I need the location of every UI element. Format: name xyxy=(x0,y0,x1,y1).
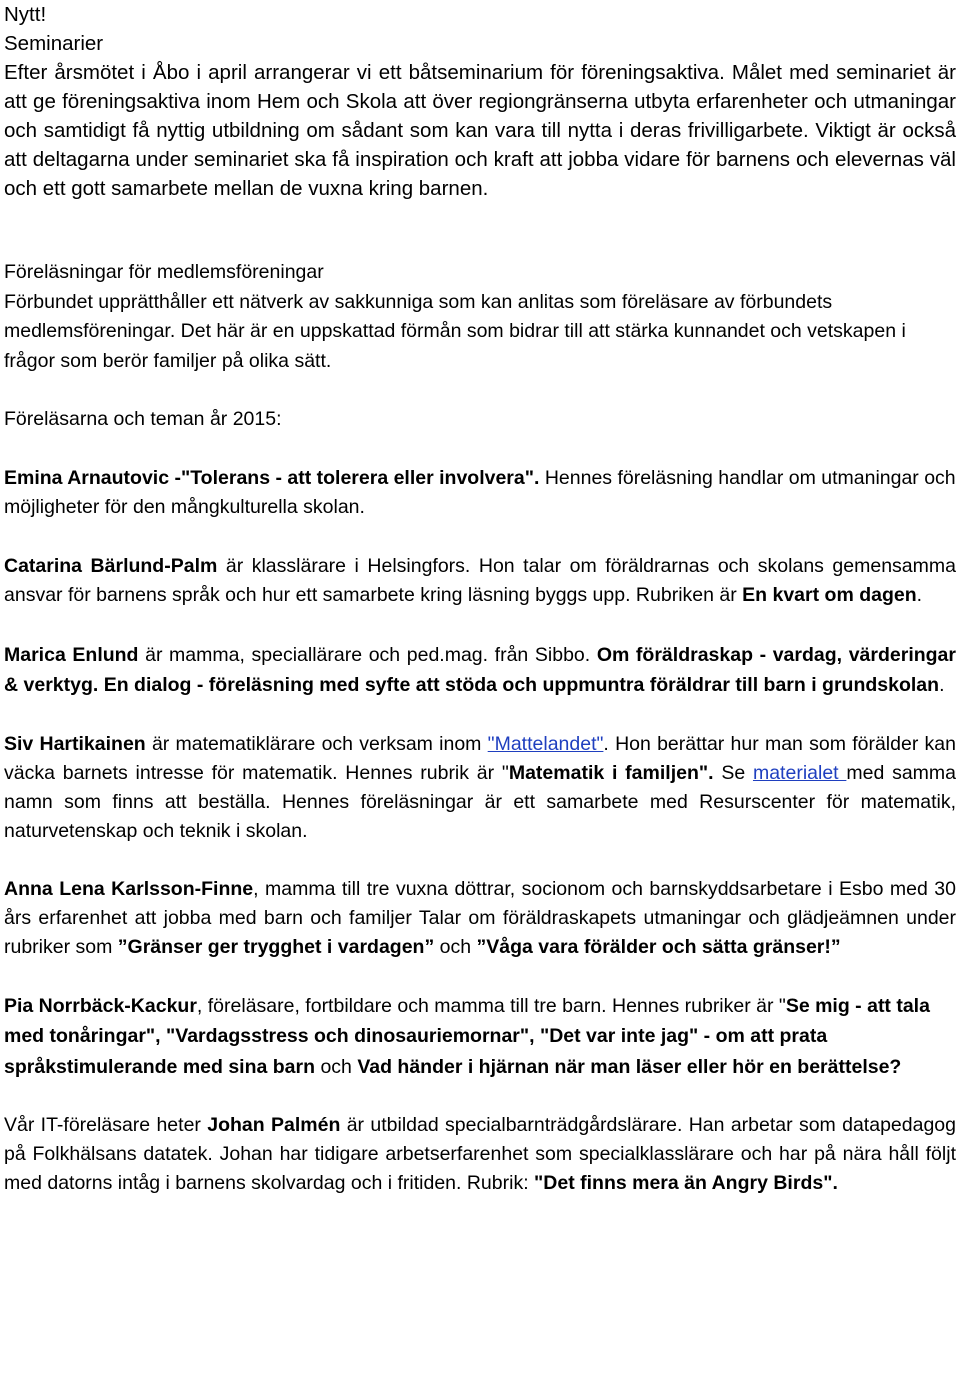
siv-description: är matematiklärare och verksam inom xyxy=(145,732,488,755)
johan-name: Johan Palmén xyxy=(207,1114,341,1136)
pia-name: Pia Norrbäck-Kackur xyxy=(4,994,197,1017)
catarina-topic: En kvart om dagen xyxy=(742,584,917,606)
materialet-link[interactable]: materialet xyxy=(752,761,847,784)
lecturer-siv: Siv Hartikainen är matematiklärare och verksam inom "Mattelandet". Hon berättar hur man som förälder kan väcka barnets intresse för matematik. Hennes rubrik är "Matematik i familjen". Se materialet med samma namn som finns att beställa. Hennes föreläsningar är ett samarbete med Resurscenter för matematik, naturvetenskap och teknik i skolan. xyxy=(4,732,957,842)
johan-description: är utbildad specialbarnträdgårdslärare. Han arbetar som datapedagog på Folkhälsans datatek. Johan har tidigare arbetserfarenhet som specialklasslärare och har på nära håll följt med datorns intåg i barnens skolvardag och i fritiden. Rubrik: xyxy=(4,1114,956,1194)
seminar-heading: Seminarier xyxy=(4,32,104,55)
pia-topic-2: Vad händer i hjärnan när man läser eller hör en berättelse? xyxy=(357,1055,902,1078)
seminar-paragraph: Efter årsmötet i Åbo i april arrangerar vi ett båtseminarium för föreningsaktiva. Målet med seminariet är att ge föreningsaktiva inom Hem och Skola att över regiongränserna utbyta erfarenheter och utmaningar och samtidigt få nyttig utbildning om sådant som kan vara till nytta i deras frivilligarbete. Viktigt är också att deltagarna under seminariet ska få inspiration och kraft att jobba vidare för barnens och elevernas väl och ett gott samarbete mellan de vuxna kring barnen. xyxy=(4,61,956,200)
mattelandet-link[interactable]: "Mattelandet" xyxy=(487,732,604,755)
lecturer-johan: Vår IT-föreläsare heter Johan Palmén är utbildad specialbarnträdgårdslärare. Han arbetar som datapedagog på Folkhälsans datatek. Johan har tidigare arbetserfarenhet som specialklasslärare och har på nära håll följt med datorns intåg i barnens skolvardag och i fritiden. Rubrik: "Det finns mera än Angry Birds". xyxy=(4,1114,956,1194)
lecturers-list-heading: Föreläsarna och teman år 2015: xyxy=(4,408,282,430)
lecturers-section-3 xyxy=(4,730,956,991)
lecturer-emina xyxy=(4,464,956,523)
catarina-description: är klasslärare i Helsingfors. Hon talar om föräldrarnas och skolans gemensamma ansvar för barnens språk och hur ett samarbete kring läsning byggs upp. Rubriken är xyxy=(4,554,956,606)
siv-topic: Matematik i familjen". xyxy=(508,761,714,784)
anna-description: , mamma till tre vuxna döttrar, socionom och barnskyddsarbetare i Esbo med 30 års erfarenhet att jobba med barn och familjer Talar om föräldraskapets utmaningar och glädjeämnen under rubriker som xyxy=(4,877,956,958)
lecturer-marica: Marica Enlund är mamma, speciallärare och ped.mag. från Sibbo. Om föräldraskap - vardag, värderingar & verktyg. En dialog - föreläsning med syfte att stöda och uppmuntra föräldrar till barn i grundskolan. xyxy=(4,643,956,696)
lecturer-anna: Anna Lena Karlsson-Finne, mamma till tre vuxna döttrar, socionom och barnskyddsarbetare i Esbo med 30 års erfarenhet att jobba med barn och familjer Talar om föräldraskapets utmaningar och glädjeämnen under rubriker som ”Gränser ger trygghet i vardagen” och ”Våga vara förälder och sätta gränser!” xyxy=(4,877,956,958)
lectures-intro: Förbundet upprätthåller ett nätverk av sakkunniga som kan anlitas som föreläsare av förbundets medlemsföreningar. Det här är en uppskattad förmån som bidrar till att stärka kunnandet och vetskapen i frågor som berör familjer på olika sätt. xyxy=(4,290,906,372)
emina-description: Hennes föreläsning handlar om utmaningar och möjligheter för den mångkulturella skolan. xyxy=(4,466,956,518)
siv-name: Siv Hartikainen xyxy=(4,732,146,755)
pia-description: , föreläsare, fortbildare och mamma till tre barn. Hennes rubriker är " xyxy=(196,994,786,1017)
lecturers-section-4 xyxy=(4,991,956,1112)
anna-topic-2: ”Våga vara förälder och sätta gränser!” xyxy=(476,935,841,958)
anna-name: Anna Lena Karlsson-Finne xyxy=(4,877,254,900)
lecturer-catarina: Catarina Bärlund-Palm är klasslärare i Helsingfors. Hon talar om föräldrarnas och skolans gemensamma ansvar för barnens språk och hur ett samarbete kring läsning byggs upp. Rubriken är En kvart om dagen. xyxy=(4,554,956,606)
marica-name: Marica Enlund xyxy=(4,643,139,666)
pia-topics: Se mig - att tala med tonåringar", "Vardagsstress och dinosauriemornar", "Det var inte jag" - om att prata språkstimulerande med sina barn xyxy=(4,994,930,1078)
lecturers-section-2 xyxy=(4,640,956,730)
lecturer-pia: Pia Norrbäck-Kackur, föreläsare, fortbildare och mamma till tre barn. Hennes rubriker är "Se mig - att tala med tonåringar", "Vardagsstress och dinosauriemornar", "Det var inte jag" - om att prata språkstimulerande med sina barn och Vad händer i hjärnan när man läser eller hör en berättelse? xyxy=(4,994,930,1078)
lectures-heading: Föreläsningar för medlemsföreningar xyxy=(4,261,324,283)
seminar-section xyxy=(4,0,956,203)
marica-description: är mamma, speciallärare och ped.mag. från Sibbo. xyxy=(138,643,597,666)
emina-title: Emina Arnautovic -"Tolerans - att tolerera eller involvera". xyxy=(4,466,540,489)
johan-topic: "Det finns mera än Angry Birds". xyxy=(534,1172,838,1194)
lecturers-section-5 xyxy=(4,1111,956,1198)
catarina-name: Catarina Bärlund-Palm xyxy=(4,554,218,577)
lectures-section xyxy=(4,258,956,640)
marica-topic: Om föräldraskap - vardag, värderingar & verktyg. En dialog - föreläsning med syfte att stöda och uppmuntra föräldrar till barn i grundskolan xyxy=(4,643,956,696)
new-label: Nytt! xyxy=(4,3,47,26)
anna-topic-1: ”Gränser ger trygghet i vardagen” xyxy=(117,935,435,958)
